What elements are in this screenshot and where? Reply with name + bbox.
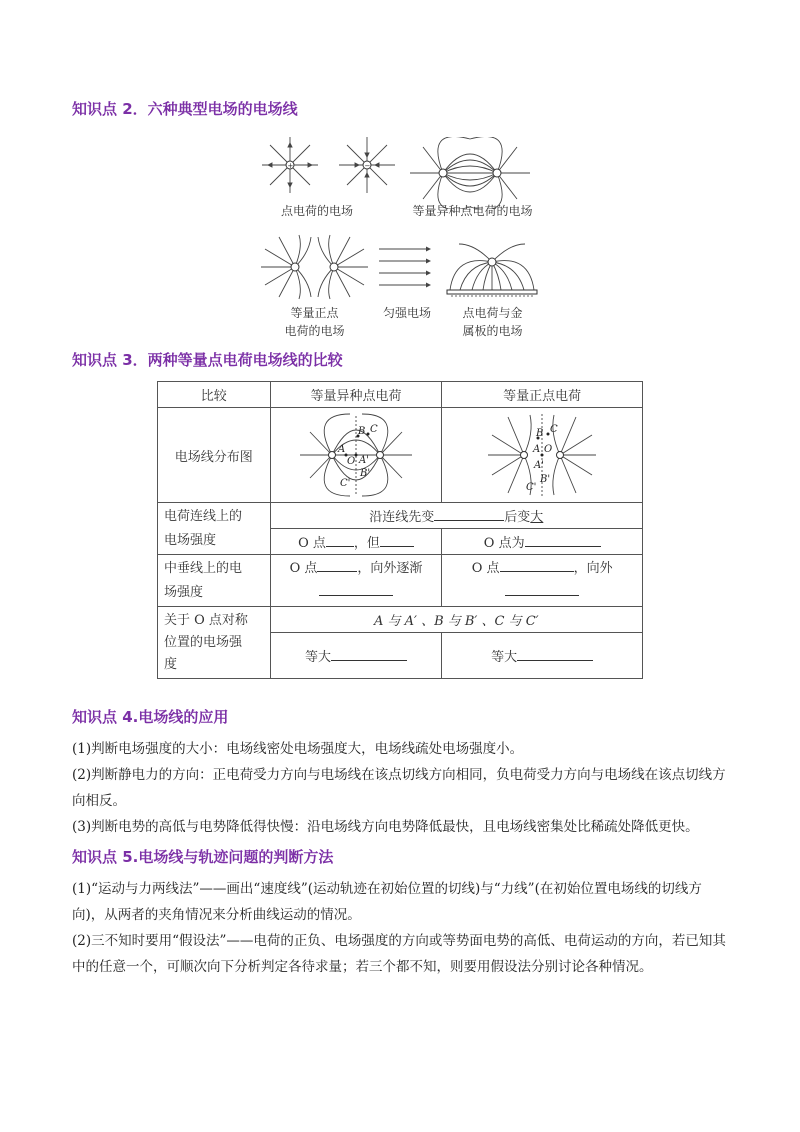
symmetric-right-text: 等大: [491, 650, 518, 665]
fill-blank[interactable]: [505, 581, 579, 596]
symmetric-left-cell: [270, 633, 442, 679]
charge-plate-figure: [445, 240, 540, 302]
label-C: C: [550, 424, 558, 435]
fill-blank[interactable]: [434, 506, 504, 521]
fill-blank[interactable]: [331, 646, 407, 661]
fill-blank[interactable]: [525, 532, 601, 547]
label-B: B: [357, 426, 366, 437]
row-label-symmetric-1: 关于 O 点对称: [164, 612, 248, 628]
point-charge-figure: [255, 135, 405, 205]
row-label-mid-field-2: 场强度: [164, 584, 204, 600]
table-row-symmetric: [158, 607, 643, 633]
label-A: A: [337, 444, 346, 455]
fill-blank[interactable]: [319, 581, 393, 596]
like-positive-diagram: [482, 410, 602, 500]
label-A-prime: A': [358, 455, 369, 466]
line-field-right-pre: O 点为: [483, 536, 525, 551]
label-B-prime: B': [359, 468, 371, 479]
unlike-diagram-cell: [270, 408, 442, 503]
like-diagram-cell: [442, 408, 643, 503]
caption-like-positive-line1: 等量正点: [290, 306, 339, 320]
caption-charge-plate: [445, 304, 540, 340]
row-label-mid-field: [158, 555, 271, 607]
symmetric-right-cell: [442, 633, 643, 679]
k5-item: (1)“运动与力两线法”——画出“速度线”(运动轨迹在初始位置的切线)与“力线”(在初始位置电场线的切线方向)，从两者的夹角情况来分析曲线运动的情况。: [72, 881, 702, 923]
row-label-diagram: 电场线分布图: [158, 408, 271, 503]
table-header-cell: 比较: [158, 382, 271, 408]
k4-item: (3)判断电势的高低与电势降低得快慢：沿电场线方向电势降低最快，且电场线密集处比稀疏处降低更快。: [72, 819, 699, 835]
label-B-prime: B': [540, 474, 551, 485]
row-label-symmetric: [158, 607, 271, 679]
mid-field-left-cell: [270, 555, 442, 607]
comparison-table: [157, 381, 643, 679]
row-label-mid-field-1: 中垂线上的电: [164, 560, 243, 576]
label-C-prime: C': [339, 478, 351, 489]
symmetric-left-text: 等大: [304, 650, 331, 665]
table-header-row: [158, 382, 643, 408]
section-title-k5: 知识点 5.电场线与轨迹问题的判断方法: [72, 848, 334, 866]
mid-field-right-pre: O 点: [471, 560, 500, 576]
mid-field-left-post: ，向外逐渐: [357, 560, 423, 576]
line-field-text-pre: 沿连线先变: [369, 510, 435, 525]
table-header-cell: 等量正点电荷: [442, 382, 643, 408]
k5-paragraph: [72, 876, 732, 980]
line-field-left-pre: O 点: [298, 536, 326, 551]
section-title-k3: 知识点 3．两种等量点电荷电场线的比较: [72, 351, 343, 369]
label-O: O: [346, 456, 356, 467]
mid-field-left-pre: O 点: [289, 560, 318, 576]
table-row-line-field: [158, 503, 643, 529]
row-label-symmetric-2: 位置的电场强: [164, 634, 243, 650]
row-label-line-field-2: 电场强度: [164, 532, 217, 548]
caption-point-charge: 点电荷的电场: [280, 204, 353, 218]
fill-blank[interactable]: [317, 557, 357, 572]
line-field-right-cell: [442, 529, 643, 555]
svg-text:−: −: [364, 162, 371, 170]
line-field-left-cell: [270, 529, 442, 555]
row-label-line-field: [158, 503, 271, 555]
mid-field-right-post: ，向外: [573, 560, 613, 576]
like-positive-figure: [257, 233, 372, 301]
row-label-symmetric-3: 度: [164, 656, 178, 672]
svg-text:+: +: [287, 162, 294, 170]
caption-like-positive-line2: 电荷的电场: [284, 324, 345, 338]
caption-charge-plate-line2: 属板的电场: [462, 324, 523, 338]
label-A-prime: A': [534, 460, 545, 471]
k4-item: (2)判断静电力的方向：正电荷受力方向与电场线在该点切线方向相同，负电荷受力方向与电场线在该点切线方向相反。: [72, 767, 726, 809]
k4-paragraph: [72, 736, 732, 840]
caption-unlike-charges: 等量异种点电荷的电场: [412, 204, 533, 218]
label-O: O: [544, 444, 553, 455]
mid-field-right-cell: [442, 555, 643, 607]
unlike-charges-figure: [405, 137, 535, 209]
caption-uniform: 匀强电场: [382, 306, 431, 320]
caption-like-positive: [262, 304, 367, 340]
k4-item: (1)判断电场强度的大小：电场线密处电场强度大，电场线疏处电场强度小。: [72, 741, 524, 757]
label-C-prime: C': [526, 482, 537, 493]
label-B: B: [536, 428, 544, 439]
caption-charge-plate-line1: 点电荷与金: [462, 306, 523, 320]
line-field-text-post: 后变: [504, 510, 531, 525]
fill-blank[interactable]: [326, 532, 354, 547]
k5-item: (2)三不知时要用“假设法”——电荷的正负、电场强度的方向或等势面电势的高低、电荷运动的方向，若已知其中的任意一个，可顺次向下分析判定各待求量；若三个都不知，则要用假设法分别讨论各种情况。: [72, 933, 726, 975]
table-row-diagram: [158, 408, 643, 503]
label-A: A: [533, 444, 541, 455]
section-title-k4: 知识点 4.电场线的应用: [72, 708, 229, 726]
symmetric-merged-cell: A 与 A′ 、B 与 B′ 、C 与 C′: [270, 607, 642, 633]
fill-blank[interactable]: [380, 532, 414, 547]
table-header-cell: 等量异种点电荷: [270, 382, 442, 408]
uniform-field-figure: [375, 243, 435, 293]
unlike-charges-diagram: [296, 410, 416, 500]
section-title-k2: 知识点 2．六种典型电场的电场线: [72, 100, 298, 118]
label-C: C: [369, 424, 378, 435]
line-field-left-mid: ，但: [353, 536, 380, 551]
table-row-mid-field: [158, 555, 643, 607]
fill-blank[interactable]: [500, 557, 574, 572]
line-field-merged-cell: [270, 503, 642, 529]
fill-blank[interactable]: [517, 646, 593, 661]
line-field-text-end: 大: [530, 510, 544, 525]
row-label-line-field-1: 电荷连线上的: [164, 508, 243, 524]
